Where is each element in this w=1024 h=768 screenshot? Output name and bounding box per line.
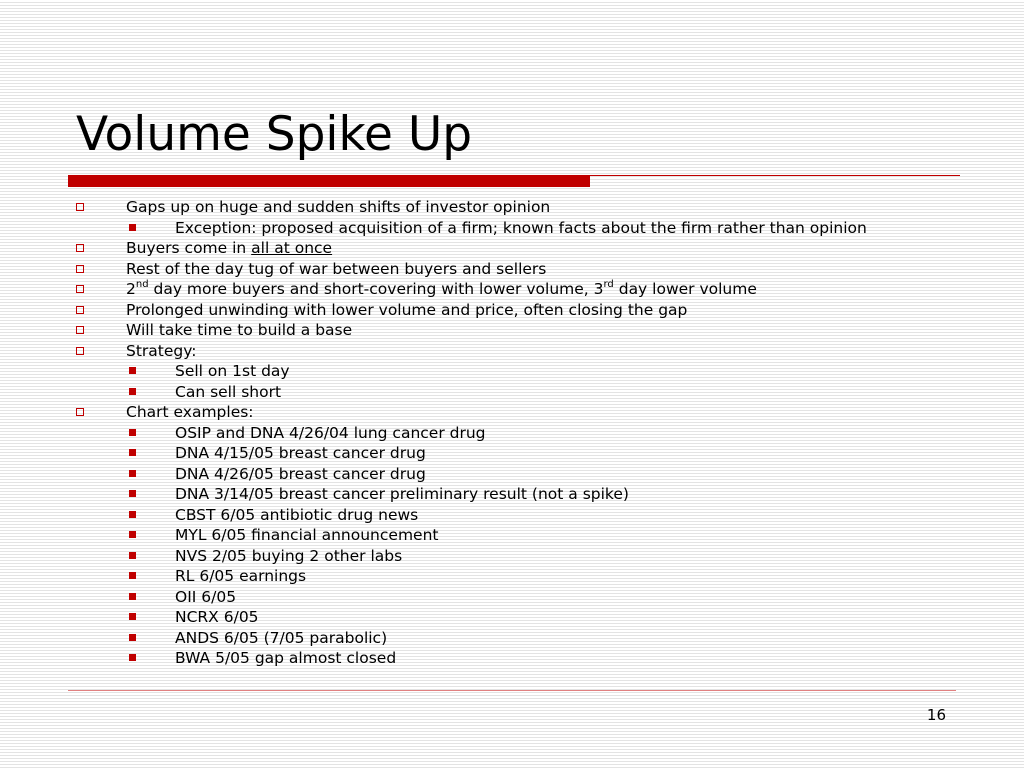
filled-square-bullet-icon [129, 634, 136, 641]
bullet-item [0, 402, 1024, 423]
bullet-text: RL 6/05 earnings [175, 567, 307, 585]
bullet-text: day lower volume [613, 280, 757, 298]
sub-bullet-item [0, 218, 899, 239]
filled-square-bullet-icon [129, 490, 136, 497]
bullet-text: MYL 6/05 financial announcement [175, 526, 439, 544]
sub-bullet-item [0, 628, 1024, 649]
bullet-text: Chart examples: [126, 403, 254, 421]
hollow-square-bullet-icon [76, 408, 84, 416]
bullet-item [0, 300, 1024, 321]
filled-square-bullet-icon [129, 613, 136, 620]
bullet-text: Rest of the day tug of war between buyers and sellers [126, 259, 547, 278]
bullet-item [0, 197, 1024, 218]
hollow-square-bullet-icon [76, 347, 84, 355]
bullet-text: OII 6/05 [175, 587, 237, 606]
filled-square-bullet-icon [129, 367, 136, 374]
bullet-list [0, 197, 1024, 669]
hollow-square-bullet-icon [76, 326, 84, 334]
bullet-text: ANDS 6/05 (7/05 parabolic) [175, 628, 388, 647]
bullet-item [0, 341, 1024, 362]
filled-square-bullet-icon [129, 429, 136, 436]
sub-bullet-item [0, 505, 1024, 526]
sub-bullet-item [0, 648, 1024, 669]
hollow-square-bullet-icon [76, 285, 84, 293]
sub-bullet-item [0, 525, 1024, 546]
bullet-text: Can sell short [175, 382, 282, 401]
superscript: rd [603, 278, 614, 290]
bullet-text: Prolonged unwinding with lower volume and price, often closing the gap [126, 300, 688, 319]
bullet-item [0, 320, 1024, 341]
sub-bullet-item [0, 361, 1024, 382]
bullet-text: OSIP and DNA 4/26/04 lung cancer drug [175, 423, 486, 442]
sub-bullet-item [0, 566, 1024, 587]
bullet-text: CBST 6/05 antibiotic drug news [175, 505, 419, 524]
bullet-text: BWA 5/05 gap almost closed [175, 649, 397, 667]
filled-square-bullet-icon [129, 388, 136, 395]
filled-square-bullet-icon [129, 654, 136, 661]
filled-square-bullet-icon [129, 593, 136, 600]
filled-square-bullet-icon [129, 511, 136, 518]
filled-square-bullet-icon [129, 552, 136, 559]
bullet-text: day more buyers and short-covering with lower volume, 3 [148, 280, 604, 298]
sub-bullet-item [0, 464, 1024, 485]
slide-title: Volume Spike Up [76, 107, 473, 162]
filled-square-bullet-icon [129, 470, 136, 477]
hollow-square-bullet-icon [76, 306, 84, 314]
sub-bullet-item [0, 607, 1024, 628]
bullet-text: DNA 4/15/05 breast cancer drug [175, 444, 426, 462]
sub-bullet-item [0, 443, 1024, 464]
superscript: nd [135, 278, 149, 290]
footer-rule [68, 690, 956, 691]
bullet-text: NVS 2/05 buying 2 other labs [175, 546, 403, 565]
bullet-text: DNA 3/14/05 breast cancer preliminary result (not a spike) [175, 485, 629, 503]
underlined-phrase: all at once [251, 239, 333, 257]
bullet-item [0, 259, 1024, 280]
bullet-text: Sell on 1st day [175, 362, 290, 380]
sub-bullet-item [0, 423, 1024, 444]
filled-square-bullet-icon [129, 449, 136, 456]
bullet-text: Exception: proposed acquisition of a firm; known facts about the firm rather than opinion [175, 218, 867, 237]
bullet-item [0, 238, 1024, 259]
filled-square-bullet-icon [129, 572, 136, 579]
hollow-square-bullet-icon [76, 244, 84, 252]
sub-bullet-item [0, 382, 1024, 403]
filled-square-bullet-icon [129, 224, 136, 231]
filled-square-bullet-icon [129, 531, 136, 538]
hollow-square-bullet-icon [76, 265, 84, 273]
sub-bullet-item [0, 587, 1024, 608]
hollow-square-bullet-icon [76, 203, 84, 211]
page-number: 16 [926, 706, 946, 724]
bullet-item [0, 279, 1024, 300]
bullet-text: NCRX 6/05 [175, 608, 259, 626]
bullet-text: Gaps up on huge and sudden shifts of investor opinion [126, 198, 551, 216]
bullet-text: Strategy: [126, 341, 197, 360]
sub-bullet-item [0, 546, 1024, 567]
bullet-text: DNA 4/26/05 breast cancer drug [175, 464, 426, 483]
title-underline-thin [590, 175, 960, 176]
bullet-text: 2 [126, 280, 136, 298]
bullet-text: Buyers come in [126, 239, 252, 257]
bullet-text: Will take time to build a base [126, 321, 353, 339]
title-underline-thick [68, 175, 590, 187]
sub-bullet-item [0, 484, 1024, 505]
